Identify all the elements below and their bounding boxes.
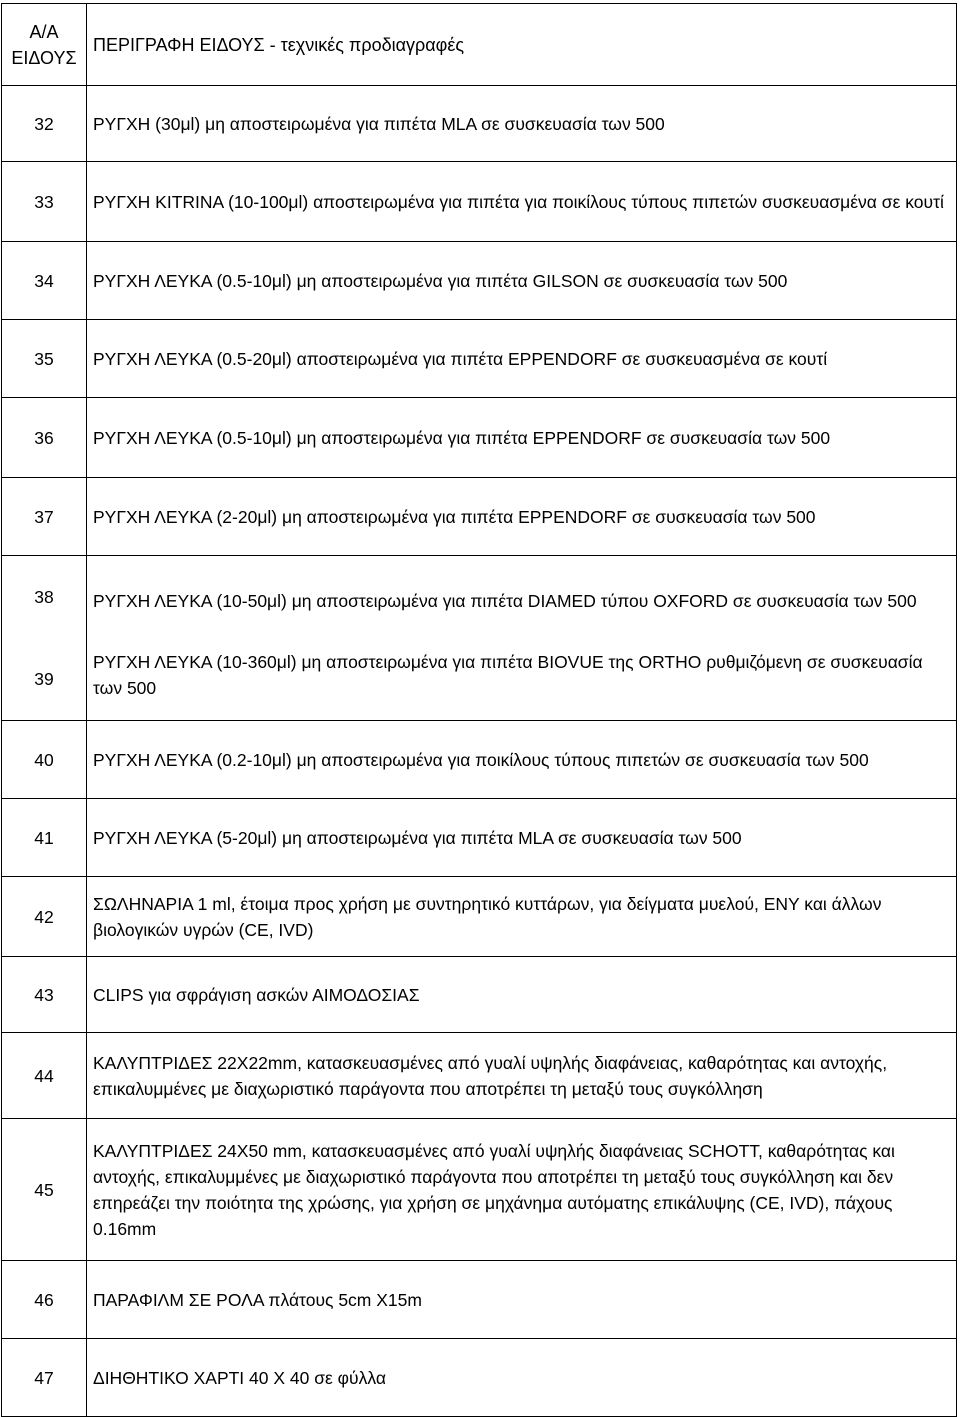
item-number: 41: [34, 827, 54, 848]
specifications-table: [1, 3, 957, 1417]
table-row: [2, 721, 957, 799]
table-row: [2, 957, 957, 1033]
item-number: 39: [34, 669, 54, 689]
item-description: ΡΥΓΧΗ ΛΕΥΚΑ (10-50μl) μη αποστειρωμένα για πιπέτα DIAMED τύπου OXFORD σε συσκευασία των 500: [93, 591, 917, 611]
table-row: [2, 320, 957, 398]
item-description: ΔΙΗΘΗΤΙΚΟ ΧΑΡΤΙ 40 Χ 40 σε φύλλα: [93, 1367, 386, 1388]
item-description: ΡΥΓΧΗ ΚΙΤRINA (10-100μl) αποστειρωμένα για πιπέτα για ποικίλους τύπους πιπετών συσκευασμένα σε κουτί: [93, 191, 944, 212]
item-number: 45: [34, 1179, 54, 1200]
item-number: 44: [34, 1065, 54, 1086]
item-description: ΡΥΓΧΗ ΛΕΥΚΑ (0.5-20μl) αποστειρωμένα για πιπέτα EPPENDORF σε συσκευασμένα σε κουτί: [93, 348, 828, 369]
item-description: ΚΑΛΥΠΤΡΙΔΕΣ 24Χ50 mm, κατασκευασμένες από γυαλί υψηλής διαφάνειας SCHOTT, καθαρότητας και αντοχής, επικαλυμμένες με διαχωριστικό παράγοντα που αποτρέπει τη μεταξύ τους συγκόλληση και δεν επηρεάζει την ποιότητα της χρώσης, για χρήση σε μηχάνημα αυτόματης επικάλυψης (CE, IVD), πάχους 0.16mm: [93, 1140, 895, 1239]
item-number: 38: [34, 587, 54, 607]
table-row: [2, 1033, 957, 1119]
item-description: CLIPS για σφράγιση ασκών ΑΙΜΟΔΟΣΙΑΣ: [93, 984, 420, 1005]
item-number: 37: [34, 506, 54, 527]
table-row-merged: [2, 556, 957, 721]
item-number: 46: [34, 1289, 54, 1310]
item-description: ΡΥΓΧΗ ΛΕΥΚΑ (2-20μl) μη αποστειρωμένα για πιπέτα EPPENDORF σε συσκευασία των 500: [93, 506, 816, 527]
item-number: 40: [34, 749, 54, 770]
item-number: 47: [34, 1367, 54, 1388]
item-description: ΡΥΓΧΗ ΛΕΥΚΑ (10-360μl) μη αποστειρωμένα για πιπέτα BIOVUE της ORTHO ρυθμιζόμενη σε συσκευασία των 500: [93, 652, 923, 698]
table-row: [2, 162, 957, 242]
table-row: [2, 877, 957, 957]
table-row: [2, 478, 957, 556]
table-row: [2, 1119, 957, 1261]
header-description-cell: [87, 4, 957, 86]
header-description-label: ΠΕΡΙΓΡΑΦΗ ΕΙΔΟΥΣ - τεχνικές προδιαγραφές: [93, 34, 465, 55]
item-description: ΠΑΡΑΦΙΛΜ ΣΕ ΡΟΛΑ πλάτους 5cm X15m: [93, 1289, 422, 1310]
table-row: [2, 398, 957, 478]
item-number: 34: [34, 270, 54, 291]
item-description: ΡΥΓΧΗ ΛΕΥΚΑ (0.5-10μl) μη αποστειρωμένα για πιπέτα EPPENDORF σε συσκευασία των 500: [93, 427, 831, 448]
item-description: ΡΥΓΧΗ ΛΕΥΚΑ (5-20μl) μη αποστειρωμένα για πιπέτα MLA σε συσκευασία των 500: [93, 827, 742, 848]
table-row: [2, 1339, 957, 1417]
header-number-cell: [2, 4, 87, 86]
item-description: ΡΥΓΧΗ ΛΕΥΚΑ (0.5-10μl) μη αποστειρωμένα για πιπέτα GILSON σε συσκευασία των 500: [93, 270, 788, 291]
item-number: 42: [34, 906, 54, 927]
header-number-label: Α/Α ΕΙΔΟΥΣ: [11, 21, 77, 68]
item-number: 32: [34, 113, 54, 134]
table-header-row: [2, 4, 957, 86]
table-row: [2, 86, 957, 162]
item-description: ΡΥΓΧΗ ΛΕΥΚΑ (0.2-10μl) μη αποστειρωμένα για ποικίλους τύπους πιπετών σε συσκευασία των 500: [93, 749, 869, 770]
item-number: 33: [34, 191, 54, 212]
item-description: ΣΩΛΗΝΑΡΙΑ 1 ml, έτοιμα προς χρήση με συντηρητικό κυττάρων, για δείγματα μυελού, ΕΝΥ και άλλων βιολογικών υγρών (CE, IVD): [93, 893, 882, 940]
item-number: 36: [34, 427, 54, 448]
table-row: [2, 242, 957, 320]
table-row: [2, 1261, 957, 1339]
item-number: 35: [34, 348, 54, 369]
item-number: 43: [34, 984, 54, 1005]
item-description: ΡΥΓΧΗ (30μl) μη αποστειρωμένα για πιπέτα MLA σε συσκευασία των 500: [93, 113, 665, 134]
item-description: ΚΑΛΥΠΤΡΙΔΕΣ 22Χ22mm, κατασκευασμένες από γυαλί υψηλής διαφάνειας, καθαρότητας και αντοχής, επικαλυμμένες με διαχωριστικό παράγοντα που αποτρέπει τη μεταξύ τους συγκόλληση: [93, 1052, 888, 1099]
table-row: [2, 799, 957, 877]
